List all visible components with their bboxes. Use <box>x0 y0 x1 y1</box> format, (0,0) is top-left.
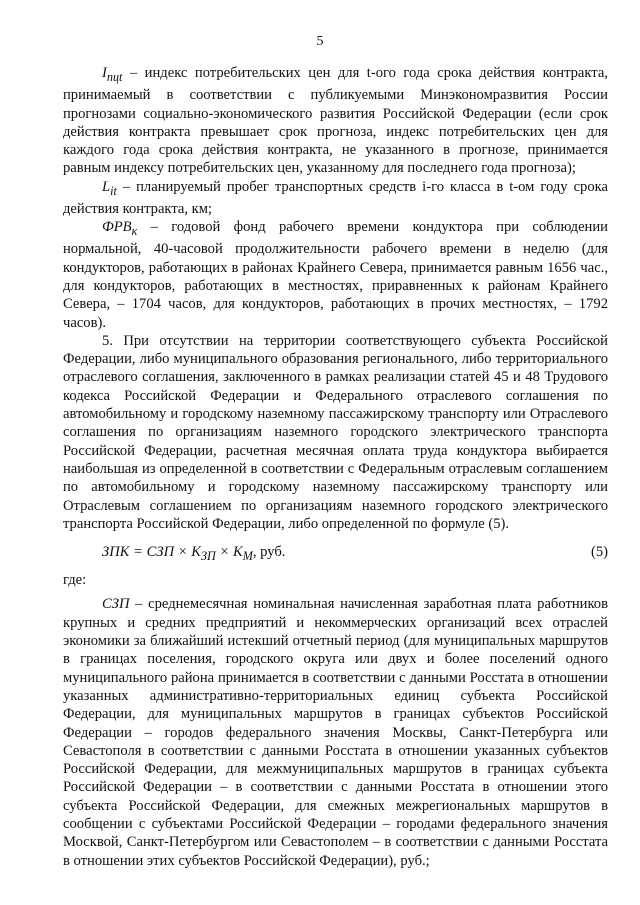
definition-paragraph-frv <box>63 218 608 332</box>
formula-lhs: ЗПК <box>102 544 130 561</box>
formula-equals: = <box>129 544 147 561</box>
formula-times-1: × <box>174 544 192 561</box>
formula-times-2: × <box>215 544 233 561</box>
definition-paragraph-lit <box>63 178 608 219</box>
document-body <box>63 64 608 870</box>
formula-kzp: K <box>191 544 202 561</box>
formula-unit: , руб. <box>252 544 286 561</box>
term-szp: СЗП <box>102 596 130 613</box>
term-ipc-subscript: пцt <box>106 69 123 84</box>
definition-paragraph-szp <box>63 595 608 869</box>
term-lit <box>102 178 117 198</box>
term-frv-symbol: ФРВ <box>102 219 132 236</box>
term-frv-subscript: к <box>131 224 138 239</box>
formula-kzp-subscript: ЗП <box>201 549 216 564</box>
formula-5 <box>63 543 608 563</box>
section-5-paragraph: 5. При отсутствии на территории соответствующего субъекта Российской Федерации, либо муниципального образования регионального, либо территориального отраслевого соглашения, заключенного в рамках реализации статей 45 и 48 Трудового кодекса Российской Федерации и Федерального отраслевого соглашения по автомобильному и городскому наземному пассажирскому транспорту или Отраслевого соглашения по организациям наземного городского электрического транспорта Российской Федерации, расчетная месячная оплата труда кондуктора выбирается наибольшая из определенной в соответствии с Федеральным отраслевым соглашением по автомобильному и городскому наземному пассажирскому транспорту или Отраслевым соглашением по организациям наземного городского электрического транспорта Российской Федерации, либо определенной по формуле (5). <box>63 332 608 532</box>
term-lit-subscript: it <box>110 183 117 198</box>
definition-text-szp: – среднемесячная номинальная начисленная заработная плата работников крупных и средних предприятий и некоммерческих организаций всех отраслей экономики за ближайший истекший отчетный период (для муниципальных маршрутов в границах поселения, городского округа или двух и более поселений одного муниципального района принимается в соответствии с данными Росстата в отношении указанных административно-территориальных единиц субъекта Российской Федерации, для муниципальных маршрутов в границах субъектов Российской Федерации – городов федерального значения Москвы, Санкт-Петербурга или Севастополя в соответствии с данными Росстата в отношении указанных субъектов Российской Федерации, для межмуниципальных маршрутов в границах субъекта Российской Федерации – в соответствии с данными Росстата в отношении этого субъекта Российской Федерации, для смежных межрегиональных маршрутов в сообщении с субъектами Российской Федерации – городами федерального значения Москвой, Санкт-Петербургом или Севастополем – в соответствии с данными Росстата в отношении этих субъектов Российской Федерации), руб.; <box>63 596 608 869</box>
term-ipc <box>102 65 123 84</box>
term-frv <box>102 219 138 239</box>
where-label: где: <box>63 572 87 589</box>
definition-text-frv: – годовой фонд рабочего времени кондуктора при соблюдении нормальной, 40-часовой продолжительности рабочего времени в неделю (для кондукторов, работающих в районах Крайнего Севера, принимается равным 1656 час., для кондукторов, работающих в местностях, приравненных к районам Крайнего Севера, – 1704 часов, для кондукторов, работающих в прочих местностях, – 1792 часов). <box>63 219 608 331</box>
definition-text-lit: – планируемый пробег транспортных средств i-го класса в t-ом году срока действия контракта, км; <box>63 178 608 217</box>
term-lit-symbol: L <box>102 178 111 195</box>
formula-number: (5) <box>590 544 608 561</box>
formula-km: K <box>232 544 243 561</box>
definition-paragraph-ipc <box>63 64 608 178</box>
term-ipc-symbol: I <box>102 65 107 81</box>
formula-szp: СЗП <box>146 544 175 561</box>
definition-text-ipc: – индекс потребительских цен для t-ого года срока действия контракта, принимаемый в соответствии с публикуемыми Минэкономразвития России прогнозами социально-экономического развития Российской Федерации (если срок действия контракта превышает срок прогноза, индекс потребительских цен для каждого года срока действия контракта, не указанного в прогнозе, принимается равным индексу потребительских цен, указанному для последнего года прогноза); <box>63 65 608 177</box>
page-number: 5 <box>316 34 324 49</box>
formula-expression <box>102 543 285 565</box>
formula-km-subscript: М <box>242 549 253 564</box>
